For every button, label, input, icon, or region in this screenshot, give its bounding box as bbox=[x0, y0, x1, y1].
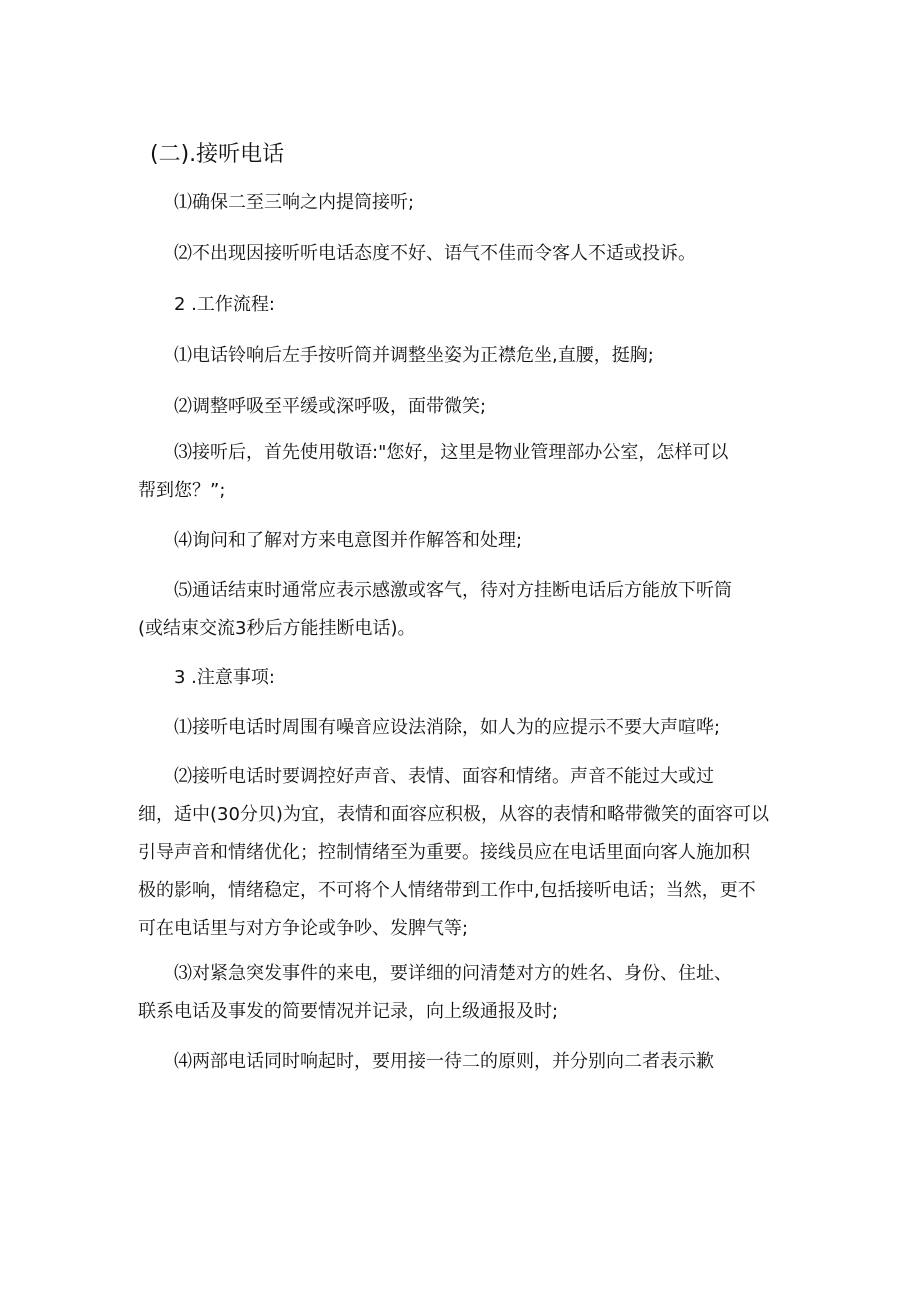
paragraph-attitude bbox=[138, 235, 788, 273]
paragraph-line: ⑷两部电话同时响起时，要用接一待二的原则，并分别向二者表示歉 bbox=[174, 1051, 714, 1072]
paragraph-inquiry bbox=[138, 522, 788, 560]
paragraph-line: 联系电话及事发的简要情况并记录，向上级通报及时; bbox=[138, 1001, 559, 1022]
paragraph-greeting bbox=[138, 434, 788, 510]
paragraph-emergency bbox=[138, 955, 788, 1031]
paragraph-line: ⑵不出现因接听听电话态度不好、语气不佳而令客人不适或投诉。 bbox=[174, 243, 696, 264]
paragraph-line: ⑶对紧急突发事件的来电，要详细的问清楚对方的姓名、身份、住址、 bbox=[174, 963, 732, 984]
paragraph-line: ⑵调整呼吸至平缓或深呼吸，面带微笑; bbox=[174, 396, 487, 417]
paragraph-line: ⑶接听后，首先使用敬语:"您好，这里是物业管理部办公室，怎样可以 bbox=[174, 442, 729, 463]
subheading-workflow bbox=[138, 286, 788, 324]
paragraph-ending-call bbox=[138, 572, 788, 648]
paragraph-line: ⑸通话结束时通常应表示感激或客气，待对方挂断电话后方能放下听筒 bbox=[174, 580, 732, 601]
paragraph-line: 3 .注意事项: bbox=[174, 667, 275, 688]
paragraph-noise bbox=[138, 709, 788, 747]
paragraph-line: 可在电话里与对方争论或争吵、发脾气等; bbox=[138, 918, 469, 939]
paragraph-line: ⑵接听电话时要调控好声音、表情、面容和情绪。声音不能过大或过 bbox=[174, 766, 714, 787]
paragraph-two-calls bbox=[138, 1043, 788, 1081]
subheading-notes bbox=[138, 659, 788, 697]
paragraph-line: (或结束交流3秒后方能挂断电话)。 bbox=[138, 618, 416, 639]
paragraph-line: ⑴电话铃响后左手按听筒并调整坐姿为正襟危坐,直腰，挺胸; bbox=[174, 345, 654, 366]
paragraph-line: ⑷询问和了解对方来电意图并作解答和处理; bbox=[174, 530, 523, 551]
paragraph-line: 细，适中(30分贝)为宜，表情和面容应积极，从容的表情和略带微笑的面容可以 bbox=[138, 804, 769, 825]
paragraph-line: 帮到您？”; bbox=[138, 480, 226, 501]
paragraph-voice-emotion bbox=[138, 758, 788, 948]
paragraph-breathing bbox=[138, 388, 788, 426]
paragraph-line: 极的影响，情绪稳定，不可将个人情绪带到工作中,包括接听电话；当然，更不 bbox=[138, 880, 756, 901]
paragraph-line: ⑴接听电话时周围有噪音应设法消除，如人为的应提示不要大声喧哗; bbox=[174, 717, 721, 738]
paragraph-line: 引导声音和情绪优化；控制情绪至为重要。接线员应在电话里面向客人施加积 bbox=[138, 842, 750, 863]
paragraph-line: 2 .工作流程: bbox=[174, 294, 275, 315]
section-heading: (二).接听电话 bbox=[150, 142, 285, 167]
paragraph-line: ⑴确保二至三响之内提筒接听; bbox=[174, 192, 415, 213]
paragraph-posture bbox=[138, 337, 788, 375]
paragraph-ring-timing bbox=[138, 184, 788, 222]
